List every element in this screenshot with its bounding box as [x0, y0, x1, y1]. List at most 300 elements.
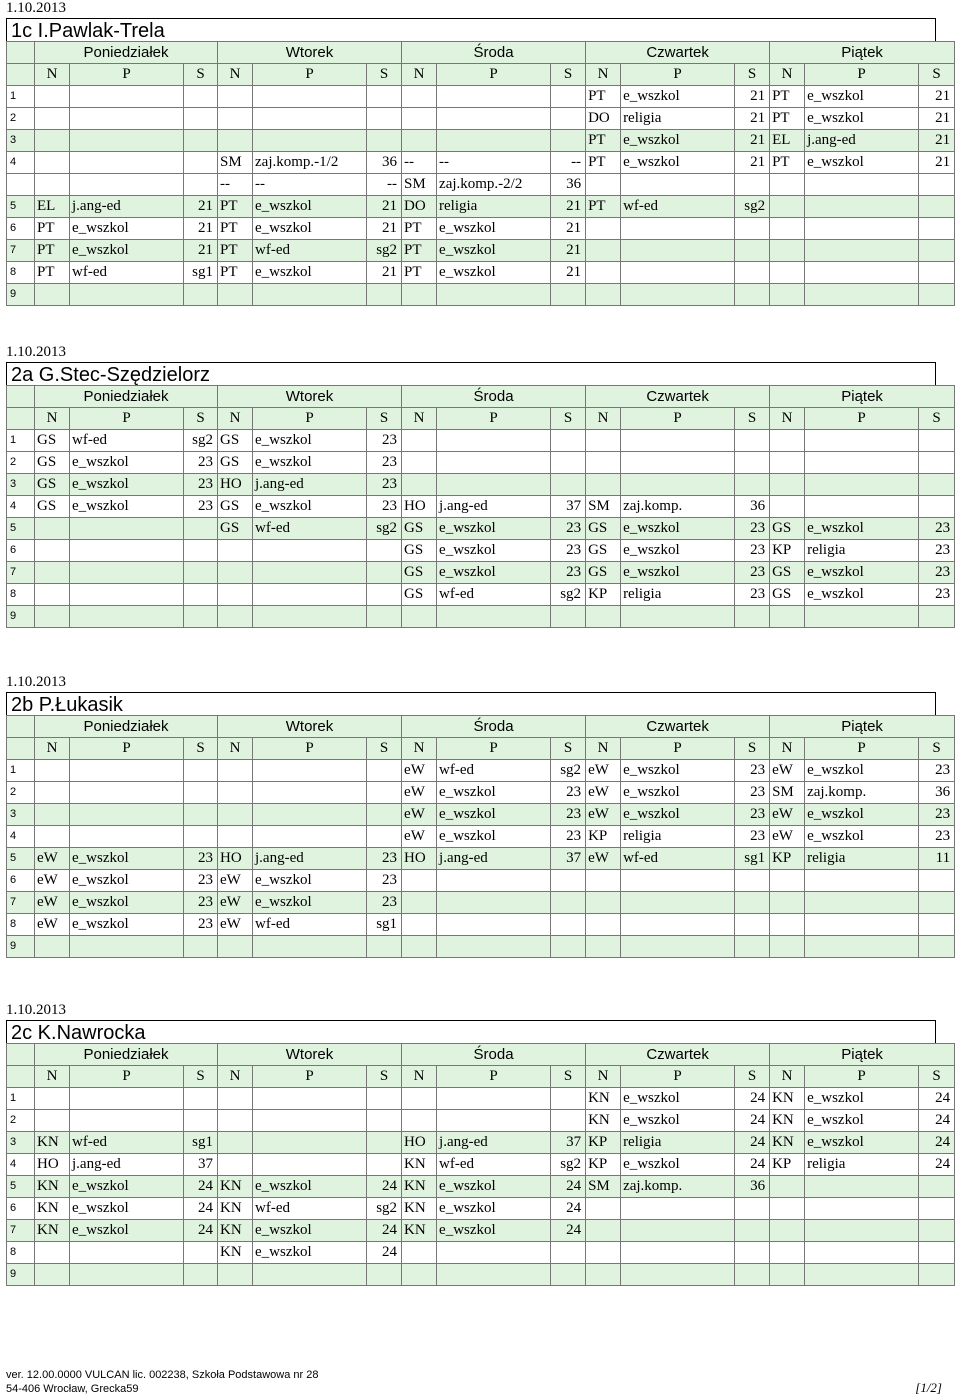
- room: [367, 584, 402, 606]
- teacher-code: [402, 130, 437, 152]
- subject: [253, 86, 367, 108]
- room: 11: [919, 848, 955, 870]
- teacher-code: PT: [586, 196, 621, 218]
- room: [367, 936, 402, 958]
- room: [184, 174, 218, 196]
- teacher-code: --: [218, 174, 253, 196]
- column-header: N: [35, 408, 70, 430]
- subject: [253, 826, 367, 848]
- subject: [437, 1242, 551, 1264]
- lesson-number: 9: [7, 606, 35, 628]
- subject: e_wszkol: [253, 452, 367, 474]
- room: 23: [735, 782, 770, 804]
- subject: religia: [805, 540, 919, 562]
- lesson-number: 4: [7, 826, 35, 848]
- teacher-code: [402, 892, 437, 914]
- lesson-row: [7, 1264, 955, 1286]
- teacher-code: KP: [586, 1132, 621, 1154]
- lesson-number: 4: [7, 1154, 35, 1176]
- subject: [70, 562, 184, 584]
- teacher-code: [218, 936, 253, 958]
- day-header: Środa: [402, 386, 586, 408]
- subject: e_wszkol: [253, 262, 367, 284]
- class-title: 2b P.Łukasik: [6, 692, 936, 716]
- day-header: Wtorek: [218, 386, 402, 408]
- room: 21: [551, 196, 586, 218]
- teacher-code: PT: [218, 218, 253, 240]
- room: 21: [919, 86, 955, 108]
- teacher-code: [770, 196, 805, 218]
- room: [184, 606, 218, 628]
- subject: [70, 1088, 184, 1110]
- teacher-code: eW: [35, 870, 70, 892]
- teacher-code: [770, 240, 805, 262]
- room: 23: [367, 496, 402, 518]
- lesson-number: 3: [7, 1132, 35, 1154]
- column-header: S: [551, 738, 586, 760]
- teacher-code: [770, 606, 805, 628]
- teacher-code: [218, 1110, 253, 1132]
- teacher-code: [402, 474, 437, 496]
- column-header: S: [551, 408, 586, 430]
- lesson-row: [7, 870, 955, 892]
- room: 23: [367, 430, 402, 452]
- room: [919, 1242, 955, 1264]
- column-header: P: [253, 408, 367, 430]
- room: [367, 1132, 402, 1154]
- room: [367, 804, 402, 826]
- subject: e_wszkol: [621, 152, 735, 174]
- teacher-code: KN: [586, 1110, 621, 1132]
- subject: [253, 130, 367, 152]
- room: [184, 108, 218, 130]
- lesson-number: 9: [7, 1264, 35, 1286]
- column-header: N: [586, 64, 621, 86]
- room: [735, 1242, 770, 1264]
- day-header: Piątek: [770, 1044, 955, 1066]
- room: 24: [551, 1198, 586, 1220]
- subject: j.ang-ed: [805, 130, 919, 152]
- room: 24: [735, 1110, 770, 1132]
- teacher-code: GS: [586, 518, 621, 540]
- room: [735, 606, 770, 628]
- subject: wf-ed: [253, 518, 367, 540]
- lesson-number: 6: [7, 540, 35, 562]
- lesson-number: 2: [7, 452, 35, 474]
- subject: zaj.komp.-1/2: [253, 152, 367, 174]
- teacher-code: [35, 1088, 70, 1110]
- schedule-date: 1.10.2013: [6, 674, 66, 690]
- column-header: N: [402, 738, 437, 760]
- subject: [621, 452, 735, 474]
- room: [919, 1176, 955, 1198]
- subject: wf-ed: [70, 430, 184, 452]
- room: 23: [919, 804, 955, 826]
- teacher-code: KN: [770, 1088, 805, 1110]
- teacher-code: SM: [402, 174, 437, 196]
- column-header: S: [735, 408, 770, 430]
- teacher-code: [402, 606, 437, 628]
- subject: [70, 782, 184, 804]
- column-header: S: [919, 738, 955, 760]
- teacher-code: [35, 108, 70, 130]
- room: [367, 86, 402, 108]
- room: 21: [735, 152, 770, 174]
- column-header: P: [805, 64, 919, 86]
- subject: e_wszkol: [805, 1088, 919, 1110]
- days-header-row: [7, 42, 955, 64]
- lesson-row: [7, 914, 955, 936]
- lesson-row: [7, 108, 955, 130]
- lesson-number: 6: [7, 870, 35, 892]
- subject: e_wszkol: [437, 218, 551, 240]
- teacher-code: GS: [35, 452, 70, 474]
- subject: [70, 1264, 184, 1286]
- room: 23: [367, 892, 402, 914]
- day-header: Piątek: [770, 42, 955, 64]
- subject: [621, 240, 735, 262]
- teacher-code: [770, 284, 805, 306]
- subject: e_wszkol: [805, 108, 919, 130]
- subject: [621, 606, 735, 628]
- room: 23: [919, 518, 955, 540]
- teacher-code: [770, 1198, 805, 1220]
- subject: [70, 584, 184, 606]
- column-header: P: [437, 408, 551, 430]
- teacher-code: PT: [402, 218, 437, 240]
- room: [367, 606, 402, 628]
- teacher-code: [35, 540, 70, 562]
- day-header: Środa: [402, 716, 586, 738]
- teacher-code: [218, 108, 253, 130]
- subject: [805, 914, 919, 936]
- subject: [437, 870, 551, 892]
- teacher-code: [586, 240, 621, 262]
- teacher-code: SM: [586, 1176, 621, 1198]
- teacher-code: [218, 1264, 253, 1286]
- room: [919, 474, 955, 496]
- room: [367, 562, 402, 584]
- room: [551, 130, 586, 152]
- subject: wf-ed: [437, 584, 551, 606]
- subject: e_wszkol: [70, 1176, 184, 1198]
- schedule-date: 1.10.2013: [6, 0, 66, 16]
- lesson-number: 7: [7, 1220, 35, 1242]
- subject: [621, 474, 735, 496]
- room: 21: [184, 218, 218, 240]
- teacher-code: eW: [402, 760, 437, 782]
- lesson-number: 5: [7, 518, 35, 540]
- room: [184, 1242, 218, 1264]
- column-header: S: [735, 64, 770, 86]
- teacher-code: [218, 1132, 253, 1154]
- lesson-row: [7, 430, 955, 452]
- subject: e_wszkol: [805, 1132, 919, 1154]
- subject: e_wszkol: [253, 1176, 367, 1198]
- column-header: S: [184, 64, 218, 86]
- teacher-code: [35, 606, 70, 628]
- room: 23: [367, 870, 402, 892]
- teacher-code: HO: [35, 1154, 70, 1176]
- room: [367, 540, 402, 562]
- subject: [437, 452, 551, 474]
- room: 23: [184, 848, 218, 870]
- room: [919, 430, 955, 452]
- teacher-code: KN: [218, 1176, 253, 1198]
- room: 24: [367, 1220, 402, 1242]
- day-header: Środa: [402, 42, 586, 64]
- room: 21: [367, 218, 402, 240]
- subject: e_wszkol: [70, 870, 184, 892]
- room: 24: [551, 1176, 586, 1198]
- room: 36: [919, 782, 955, 804]
- lesson-row: [7, 782, 955, 804]
- page-indicator: [1/2]: [915, 1380, 942, 1395]
- subject: e_wszkol: [253, 892, 367, 914]
- subject: [805, 430, 919, 452]
- column-header: S: [735, 738, 770, 760]
- teacher-code: EL: [35, 196, 70, 218]
- lesson-number: 2: [7, 1110, 35, 1132]
- room: 37: [551, 1132, 586, 1154]
- columns-header-row: [7, 738, 955, 760]
- teacher-code: KN: [770, 1110, 805, 1132]
- subject: wf-ed: [253, 1198, 367, 1220]
- teacher-code: DO: [586, 108, 621, 130]
- room: sg1: [367, 914, 402, 936]
- column-header: N: [770, 408, 805, 430]
- room: [919, 284, 955, 306]
- room: 21: [551, 262, 586, 284]
- subject: wf-ed: [253, 914, 367, 936]
- teacher-code: [35, 284, 70, 306]
- room: [735, 892, 770, 914]
- teacher-code: eW: [586, 804, 621, 826]
- teacher-code: [218, 1154, 253, 1176]
- timetable: [6, 385, 955, 628]
- day-header: Czwartek: [586, 42, 770, 64]
- room: sg2: [184, 430, 218, 452]
- lesson-number: 9: [7, 936, 35, 958]
- subject: [253, 936, 367, 958]
- teacher-code: [218, 606, 253, 628]
- teacher-code: [35, 804, 70, 826]
- column-header: P: [437, 738, 551, 760]
- teacher-code: GS: [402, 584, 437, 606]
- class-title: 2c K.Nawrocka: [6, 1020, 936, 1044]
- room: 24: [367, 1242, 402, 1264]
- teacher-code: GS: [770, 562, 805, 584]
- teacher-code: GS: [770, 584, 805, 606]
- teacher-code: KN: [586, 1088, 621, 1110]
- room: [551, 474, 586, 496]
- column-header: S: [919, 1066, 955, 1088]
- room: 23: [184, 474, 218, 496]
- lesson-number: 1: [7, 86, 35, 108]
- day-header: Poniedziałek: [35, 386, 218, 408]
- subject: wf-ed: [253, 240, 367, 262]
- subject: wf-ed: [70, 1132, 184, 1154]
- column-header: P: [621, 738, 735, 760]
- teacher-code: [35, 782, 70, 804]
- teacher-code: PT: [218, 262, 253, 284]
- subject: e_wszkol: [70, 892, 184, 914]
- room: [184, 518, 218, 540]
- lesson-number: 1: [7, 1088, 35, 1110]
- teacher-code: HO: [218, 848, 253, 870]
- subject: religia: [437, 196, 551, 218]
- room: [367, 1088, 402, 1110]
- teacher-code: [586, 452, 621, 474]
- subject: [70, 606, 184, 628]
- teacher-code: KP: [770, 1154, 805, 1176]
- room: sg1: [735, 848, 770, 870]
- teacher-code: [218, 562, 253, 584]
- teacher-code: [402, 284, 437, 306]
- room: [919, 452, 955, 474]
- subject: [621, 174, 735, 196]
- column-header: N: [218, 738, 253, 760]
- room: 23: [367, 452, 402, 474]
- teacher-code: [586, 914, 621, 936]
- room: [367, 1154, 402, 1176]
- subject: [70, 826, 184, 848]
- subject: [621, 430, 735, 452]
- room: 36: [551, 174, 586, 196]
- lesson-row: [7, 804, 955, 826]
- room: sg2: [367, 1198, 402, 1220]
- teacher-code: GS: [218, 518, 253, 540]
- room: 21: [367, 262, 402, 284]
- teacher-code: PT: [218, 196, 253, 218]
- lesson-row: [7, 452, 955, 474]
- teacher-code: KN: [402, 1154, 437, 1176]
- room: [184, 584, 218, 606]
- columns-header-row: [7, 1066, 955, 1088]
- lesson-row: [7, 262, 955, 284]
- subject: e_wszkol: [70, 218, 184, 240]
- subject: zaj.komp.: [805, 782, 919, 804]
- room: [551, 108, 586, 130]
- teacher-code: KP: [770, 848, 805, 870]
- subject: [805, 1242, 919, 1264]
- room: [551, 284, 586, 306]
- lesson-row: [7, 86, 955, 108]
- room: [919, 174, 955, 196]
- subject: [437, 86, 551, 108]
- teacher-code: PT: [218, 240, 253, 262]
- column-header: N: [770, 64, 805, 86]
- room: [551, 936, 586, 958]
- subject: e_wszkol: [621, 1110, 735, 1132]
- subject: e_wszkol: [253, 1220, 367, 1242]
- subject: [621, 218, 735, 240]
- timetable: [6, 715, 955, 958]
- subject: [805, 1220, 919, 1242]
- lesson-number: 7: [7, 240, 35, 262]
- teacher-code: [402, 108, 437, 130]
- subject: wf-ed: [70, 262, 184, 284]
- room: [919, 870, 955, 892]
- room: 21: [919, 130, 955, 152]
- subject: e_wszkol: [621, 782, 735, 804]
- subject: zaj.komp.: [621, 1176, 735, 1198]
- room: --: [551, 152, 586, 174]
- timetable: [6, 41, 955, 306]
- subject: [253, 1264, 367, 1286]
- teacher-code: DO: [402, 196, 437, 218]
- subject: e_wszkol: [437, 1176, 551, 1198]
- room: [919, 496, 955, 518]
- teacher-code: [770, 1242, 805, 1264]
- room: 23: [551, 804, 586, 826]
- column-header: S: [367, 64, 402, 86]
- teacher-code: EL: [770, 130, 805, 152]
- column-header: P: [621, 1066, 735, 1088]
- lesson-row: [7, 496, 955, 518]
- lesson-row: [7, 1220, 955, 1242]
- lesson-row: [7, 284, 955, 306]
- subject: zaj.komp.: [621, 496, 735, 518]
- subject: e_wszkol: [437, 518, 551, 540]
- lesson-row: [7, 1198, 955, 1220]
- column-header: N: [35, 1066, 70, 1088]
- column-header: P: [805, 738, 919, 760]
- teacher-code: [770, 174, 805, 196]
- teacher-code: [218, 804, 253, 826]
- lesson-row: [7, 1132, 955, 1154]
- subject: e_wszkol: [805, 584, 919, 606]
- column-header: S: [551, 64, 586, 86]
- teacher-code: KN: [35, 1220, 70, 1242]
- subject: e_wszkol: [253, 430, 367, 452]
- room: [551, 870, 586, 892]
- room: 24: [735, 1132, 770, 1154]
- subject: [805, 892, 919, 914]
- subject: [253, 108, 367, 130]
- room: [551, 1088, 586, 1110]
- column-header: S: [551, 1066, 586, 1088]
- subject: [70, 152, 184, 174]
- column-header: N: [402, 64, 437, 86]
- teacher-code: KP: [586, 826, 621, 848]
- teacher-code: eW: [35, 892, 70, 914]
- teacher-code: [586, 262, 621, 284]
- teacher-code: [586, 430, 621, 452]
- teacher-code: PT: [770, 86, 805, 108]
- subject: [621, 892, 735, 914]
- subject: [621, 1264, 735, 1286]
- room: 23: [735, 518, 770, 540]
- room: [367, 108, 402, 130]
- room: [184, 936, 218, 958]
- subject: e_wszkol: [253, 1242, 367, 1264]
- subject: [621, 1220, 735, 1242]
- day-header: Poniedziałek: [35, 716, 218, 738]
- teacher-code: PT: [35, 262, 70, 284]
- day-header: Wtorek: [218, 716, 402, 738]
- teacher-code: eW: [586, 848, 621, 870]
- teacher-code: eW: [218, 914, 253, 936]
- teacher-code: [770, 474, 805, 496]
- teacher-code: SM: [218, 152, 253, 174]
- room: sg1: [184, 1132, 218, 1154]
- room: 23: [184, 452, 218, 474]
- teacher-code: [35, 936, 70, 958]
- lesson-number: 5: [7, 848, 35, 870]
- teacher-code: [770, 430, 805, 452]
- room: [367, 782, 402, 804]
